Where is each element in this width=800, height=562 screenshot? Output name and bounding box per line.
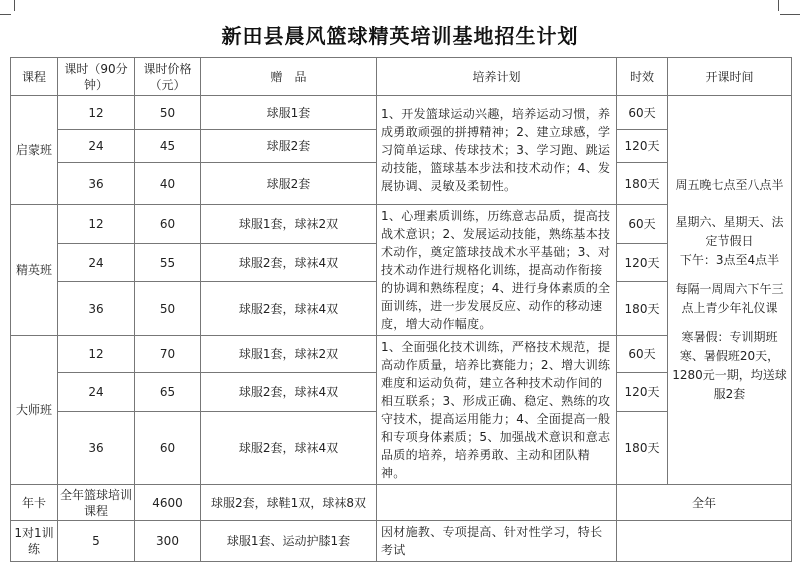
course-name: 精英班 [11,205,58,336]
hours-cell: 24 [58,130,135,163]
duration-cell: 120天 [617,130,668,163]
course-name: 年卡 [11,485,58,521]
gift-cell: 球服2套，球袜4双 [201,373,377,411]
duration-cell: 60天 [617,96,668,130]
duration-cell: 180天 [617,282,668,336]
schedule-line: 每隔一周周六下午三点上青少年礼仪课 [675,282,784,315]
gift-cell: 球服2套 [201,163,377,205]
duration-cell: 全年 [617,485,792,521]
duration-cell: 180天 [617,163,668,205]
price-cell: 60 [135,411,201,484]
hours-cell: 36 [58,411,135,484]
duration-cell: 120天 [617,244,668,282]
course-name: 大师班 [11,336,58,485]
schedule-line: 下午：3点至4点半 [679,253,780,267]
price-cell: 300 [135,521,201,562]
gift-cell: 球服2套，球袜4双 [201,411,377,484]
header-plan: 培养计划 [377,58,617,96]
gift-cell: 球服1套、运动护膝1套 [201,521,377,562]
plan-cell: 1、心理素质训练，历练意志品质，提高技战术意识；2、发展运动技能，熟练基本技术动作，奠定篮球技战术水平基础；3、对技术动作进行规格化训练，提高动作衔接的协调和熟练程度；4、进行身体素质的全面训练，进一步发展反应、动作的移动速度，增大动作幅度。 [377,205,617,336]
hours-cell: 5 [58,521,135,562]
price-cell: 55 [135,244,201,282]
gift-cell: 球服1套，球袜2双 [201,205,377,244]
enrollment-table [10,57,792,562]
gift-cell: 球服1套 [201,96,377,130]
duration-cell: 180天 [617,411,668,484]
price-cell: 50 [135,96,201,130]
crop-mark-top-left-h [0,14,11,15]
hours-cell: 24 [58,373,135,411]
hours-cell: 12 [58,336,135,373]
price-cell: 50 [135,282,201,336]
header-hours: 课时（90分钟） [58,58,135,96]
crop-mark-top-right-v [778,0,779,11]
duration-cell: 60天 [617,336,668,373]
hours-cell: 12 [58,96,135,130]
price-cell: 60 [135,205,201,244]
schedule-line: 周五晚七点至八点半 [675,178,784,192]
duration-cell [617,521,792,562]
header-course: 课程 [11,58,58,96]
schedule-line: 寒暑假：专训期班寒、暑假班20天，1280元一期，均送球服2套 [672,330,787,401]
plan-cell [377,485,617,521]
course-name: 启蒙班 [11,96,58,205]
hours-cell: 全年篮球培训课程 [58,485,135,521]
price-cell: 65 [135,373,201,411]
hours-cell: 36 [58,282,135,336]
plan-cell: 因材施教、专项提高、针对性学习，特长考试 [377,521,617,562]
gift-cell: 球服2套，球袜4双 [201,282,377,336]
plan-cell: 1、全面强化技术训练，严格技术规范，提高动作质量，培养比赛能力；2、增大训练难度和运动负荷，建立各种技术动作间的相互联系；3、形成正确、稳定、熟练的攻守技术，提高运用能力；4、全面提高一般和专项身体素质；5、加强战术意识和意志品质的培养，培养勇敢、主动和团队精神。 [377,336,617,485]
header-row [11,58,792,96]
price-cell: 40 [135,163,201,205]
duration-cell: 120天 [617,373,668,411]
table-row [11,96,792,130]
crop-mark-top-left-v [14,0,15,11]
table-row-private [11,521,792,562]
price-cell: 45 [135,130,201,163]
price-cell: 4600 [135,485,201,521]
duration-cell: 60天 [617,205,668,244]
hours-cell: 24 [58,244,135,282]
header-duration: 时效 [617,58,668,96]
gift-cell: 球服1套，球袜2双 [201,336,377,373]
plan-cell: 1、开发篮球运动兴趣，培养运动习惯，养成勇敢顽强的拼搏精神；2、建立球感，学习简单运球、传球技术；3、学习跑、跳运动技能，篮球基本步法和技术动作；4、发展协调、灵敏及柔韧性。 [377,96,617,205]
gift-cell: 球服2套，球鞋1双，球袜8双 [201,485,377,521]
hours-cell: 12 [58,205,135,244]
crop-mark-top-right-h [780,14,800,15]
header-price: 课时价格（元） [135,58,201,96]
price-cell: 70 [135,336,201,373]
gift-cell: 球服2套，球袜4双 [201,244,377,282]
hours-cell: 36 [58,163,135,205]
table-row-annual [11,485,792,521]
page-title: 新田县晨风篮球精英培训基地招生计划 [221,24,579,48]
gift-cell: 球服2套 [201,130,377,163]
header-schedule: 开课时间 [668,58,792,96]
header-gift: 赠 品 [201,58,377,96]
schedule-cell [668,96,792,485]
course-name: 1对1训练 [11,521,58,562]
schedule-line: 星期六、星期天、法定节假日 [675,215,784,248]
